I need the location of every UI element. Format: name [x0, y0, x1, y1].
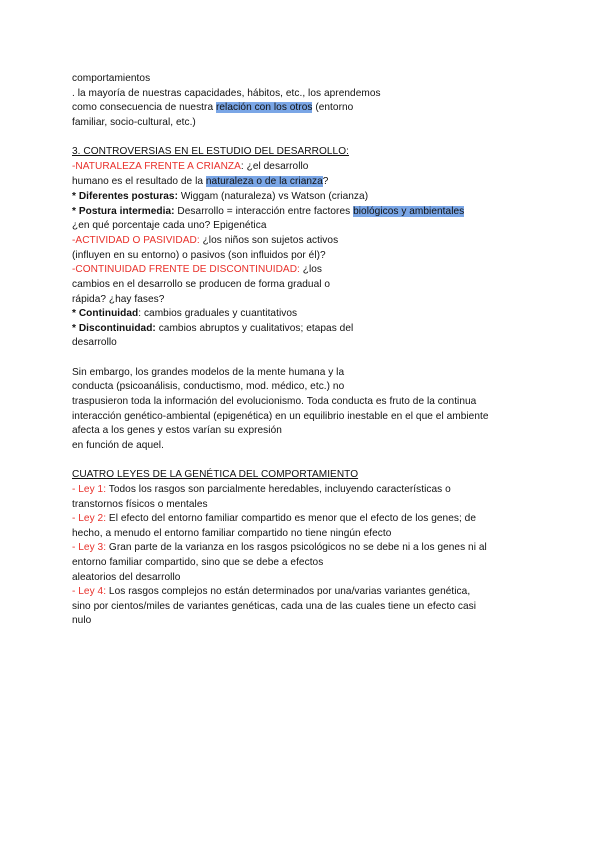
text: aleatorios del desarrollo [72, 572, 181, 583]
continuidad-line-2 [72, 278, 330, 291]
highlighted-text: relación con los otros [215, 102, 313, 113]
text: cambios abruptos y cualitativos; etapas del [155, 323, 354, 334]
text: Sin embargo, los grandes modelos de la mente humana y la [72, 367, 345, 378]
text: . la mayoría de nuestras capacidades, hábitos, etc., los aprendemos [72, 88, 381, 99]
text: ¿los niños son sujetos activos [199, 235, 339, 246]
text: ? [322, 176, 329, 187]
leyes-heading [72, 468, 358, 481]
actividad-line [72, 234, 338, 247]
porcentaje-line [72, 219, 267, 232]
intro-line-2 [72, 87, 381, 100]
paragraph-line-5 [72, 424, 282, 437]
red-label: -ACTIVIDAD O PASIVIDAD: [72, 235, 200, 246]
paragraph-line-6 [72, 439, 164, 452]
red-label: - Ley 4: [72, 586, 107, 597]
red-label: -NATURALEZA FRENTE A CRIANZA [72, 161, 241, 172]
intro-line-3 [72, 101, 353, 114]
red-label: - Ley 1: [72, 484, 107, 495]
postura-intermedia-line [72, 205, 464, 218]
text: humano es el resultado de la [72, 176, 206, 187]
red-label: -CONTINUIDAD FRENTE DE DISCONTINUIDAD: [72, 264, 300, 275]
text: Desarrollo = interacción entre factores [174, 206, 354, 217]
ley2-line-2 [72, 527, 391, 540]
text: como consecuencia de nuestra [72, 102, 216, 113]
text: interacción genético-ambiental (epigenética) en un equilibrio inestable en el que el ambiente [72, 411, 489, 422]
text: conducta (psicoanálisis, conductismo, mod. médico, etc.) no [72, 381, 345, 392]
text: Gran parte de la varianza en los rasgos psicológicos no se debe ni a los genes ni al [106, 542, 487, 553]
continuidad-line [72, 263, 322, 276]
ley2-line [72, 512, 476, 525]
text: transtornos físicos o mentales [72, 499, 208, 510]
highlighted-text: biológicos y ambientales [353, 206, 465, 217]
text: desarrollo [72, 337, 117, 348]
text: entorno familiar compartido, sino que se debe a efectos [72, 557, 324, 568]
text: ¿en qué porcentaje cada uno? Epigenética [72, 220, 267, 231]
paragraph-line-1 [72, 366, 344, 379]
text: Todos los rasgos son parcialmente heredables, incluyendo características o [106, 484, 451, 495]
intro-line-4 [72, 116, 196, 129]
red-label: - Ley 3: [72, 542, 107, 553]
bold-label: * Continuidad [72, 308, 139, 319]
heading-text: CUATRO LEYES DE LA GENÉTICA DEL COMPORTAMIENTO [72, 469, 359, 480]
continuidad-line-3 [72, 293, 164, 306]
text: (influyen en su entorno) o pasivos (son influidos por él)? [72, 250, 326, 261]
section3-heading [72, 145, 349, 158]
ley4-line-3 [72, 614, 91, 627]
text: comportamientos [72, 73, 151, 84]
ley3-line-3 [72, 571, 180, 584]
text: afecta a los genes y estos varían su expresión [72, 425, 282, 436]
paragraph-line-4 [72, 410, 489, 423]
highlighted-text: naturaleza o de la crianza [205, 176, 323, 187]
text: familiar, socio-cultural, etc.) [72, 117, 196, 128]
discontinuidad-def-line-2 [72, 336, 117, 349]
red-label: - Ley 2: [72, 513, 107, 524]
text: cambios en el desarrollo se producen de forma gradual o [72, 279, 331, 290]
bold-label: * Discontinuidad: [72, 323, 156, 334]
intro-line-1 [72, 72, 150, 85]
text: El efecto del entorno familiar compartido es menor que el efecto de los genes; de [106, 513, 476, 524]
text: en función de aquel. [72, 440, 164, 451]
bold-label: * Postura intermedia: [72, 206, 175, 217]
text: Wiggam (naturaleza) vs Watson (crianza) [178, 191, 369, 202]
ley1-line [72, 483, 451, 496]
ley4-line-2 [72, 600, 476, 613]
ley3-line [72, 541, 487, 554]
actividad-line-2 [72, 249, 326, 262]
text: (entorno [312, 102, 354, 113]
paragraph-line-3 [72, 395, 476, 408]
bold-label: * Diferentes posturas: [72, 191, 178, 202]
text: sino por cientos/miles de variantes genéticas, cada una de las cuales tiene un efecto casi [72, 601, 477, 612]
ley3-line-2 [72, 556, 323, 569]
text: traspusieron toda la información del evolucionismo. Toda conducta es fruto de la continua [72, 396, 477, 407]
text: : ¿el desarrollo [240, 161, 309, 172]
text: nulo [72, 615, 92, 626]
naturaleza-line-2 [72, 175, 328, 188]
diferentes-posturas-line [72, 190, 368, 203]
text: rápida? ¿hay fases? [72, 294, 165, 305]
paragraph-line-2 [72, 380, 344, 393]
ley1-line-2 [72, 498, 208, 511]
continuidad-def-line [72, 307, 297, 320]
ley4-line [72, 585, 470, 598]
text: ¿los [299, 264, 323, 275]
text: hecho, a menudo el entorno familiar compartido no tiene ningún efecto [72, 528, 392, 539]
naturaleza-line [72, 160, 308, 173]
text: : cambios graduales y cuantitativos [138, 308, 298, 319]
text: Los rasgos complejos no están determinados por una/varias variantes genética, [106, 586, 471, 597]
heading-text: 3. CONTROVERSIAS EN EL ESTUDIO DEL DESARROLLO: [72, 146, 349, 157]
discontinuidad-def-line [72, 322, 353, 335]
